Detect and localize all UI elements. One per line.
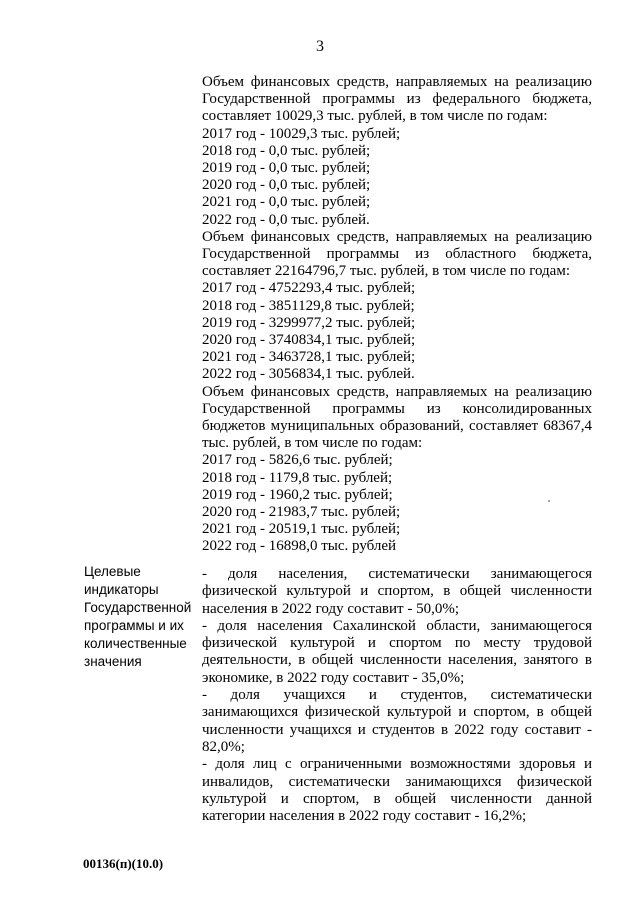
municipal-year-line: 2021 год - 20519,1 тыс. рублей; [202, 521, 401, 538]
page-number: 3 [316, 38, 324, 55]
regional-year-line: 2018 год - 3851129,8 тыс. рублей; [202, 297, 415, 314]
municipal-year-line: 2019 год - 1960,2 тыс. рублей; [202, 486, 393, 503]
funding-section [202, 74, 592, 556]
municipal-year-line: 2020 год - 21983,7 тыс. рублей; [202, 504, 401, 521]
target-item: - доля учащихся и студентов, систематически занимающихся физической культурой и спортом, в общей численности учащихся и студентов в 2022 году составит - 82,0%; [202, 687, 592, 755]
regional-year-line: 2022 год - 3056834,1 тыс. рублей. [202, 366, 415, 383]
federal-year-line: 2021 год - 0,0 тыс. рублей; [202, 194, 371, 211]
federal-funding-intro: Объем финансовых средств, направляемых на реализацию Государственной программы из федерального бюджета, составляет 10029,3 тыс. рублей, в том числе по годам: [202, 74, 592, 125]
federal-year-line: 2017 год - 10029,3 тыс. рублей; [202, 125, 401, 142]
target-item: - доля лиц с ограниченными возможностями здоровья и инвалидов, систематически занимающихся физической культурой и спортом, в общей численности данной категории населения в 2022 году составит - 16,2%; [202, 756, 592, 825]
regional-year-line: 2021 год - 3463728,1 тыс. рублей; [202, 349, 416, 366]
municipal-year-line: 2017 год - 5826,6 тыс. рублей; [202, 452, 393, 469]
regional-year-line: 2019 год - 3299977,2 тыс. рублей; [202, 314, 416, 331]
target-item: - доля населения Сахалинской области, занимающегося физической культурой и спортом по месту трудовой деятельности, в общей численности населения, занятого в экономике, в 2022 году составит - 35,0%; [202, 617, 592, 686]
scan-speck [548, 500, 550, 502]
federal-year-line: 2018 год - 0,0 тыс. рублей; [202, 142, 371, 159]
targets-label: Целевые индикаторы Государственной программы и их количественные значения [84, 564, 192, 669]
federal-year-line: 2022 год - 0,0 тыс. рублей. [202, 211, 370, 228]
target-item: - доля населения, систематически занимающегося физической культурой и спортом, в общей численности населения в 2022 году составит - 50,0%; [202, 566, 592, 617]
document-code: 00136(п)(10.0) [83, 856, 164, 871]
federal-year-line: 2020 год - 0,0 тыс. рублей; [202, 177, 371, 194]
municipal-year-line: 2022 год - 16898,0 тыс. рублей [202, 538, 397, 555]
municipal-funding-intro: Объем финансовых средств, направляемых на реализацию Государственной программы из консолидированных бюджетов муниципальных образований, составляет 68367,4 тыс. рублей, в том числе по годам: [202, 383, 592, 452]
federal-year-line: 2019 год - 0,0 тыс. рублей; [202, 160, 371, 177]
regional-funding-intro: Объем финансовых средств, направляемых на реализацию Государственной программы из областного бюджета, составляет 22164796,7 тыс. рублей, в том числе по годам: [202, 228, 592, 280]
regional-year-line: 2020 год - 3740834,1 тыс. рублей; [202, 332, 416, 349]
targets-list [202, 566, 592, 825]
regional-year-line: 2017 год - 4752293,4 тыс. рублей; [202, 280, 416, 297]
municipal-year-line: 2018 год - 1179,8 тыс. рублей; [202, 469, 393, 486]
